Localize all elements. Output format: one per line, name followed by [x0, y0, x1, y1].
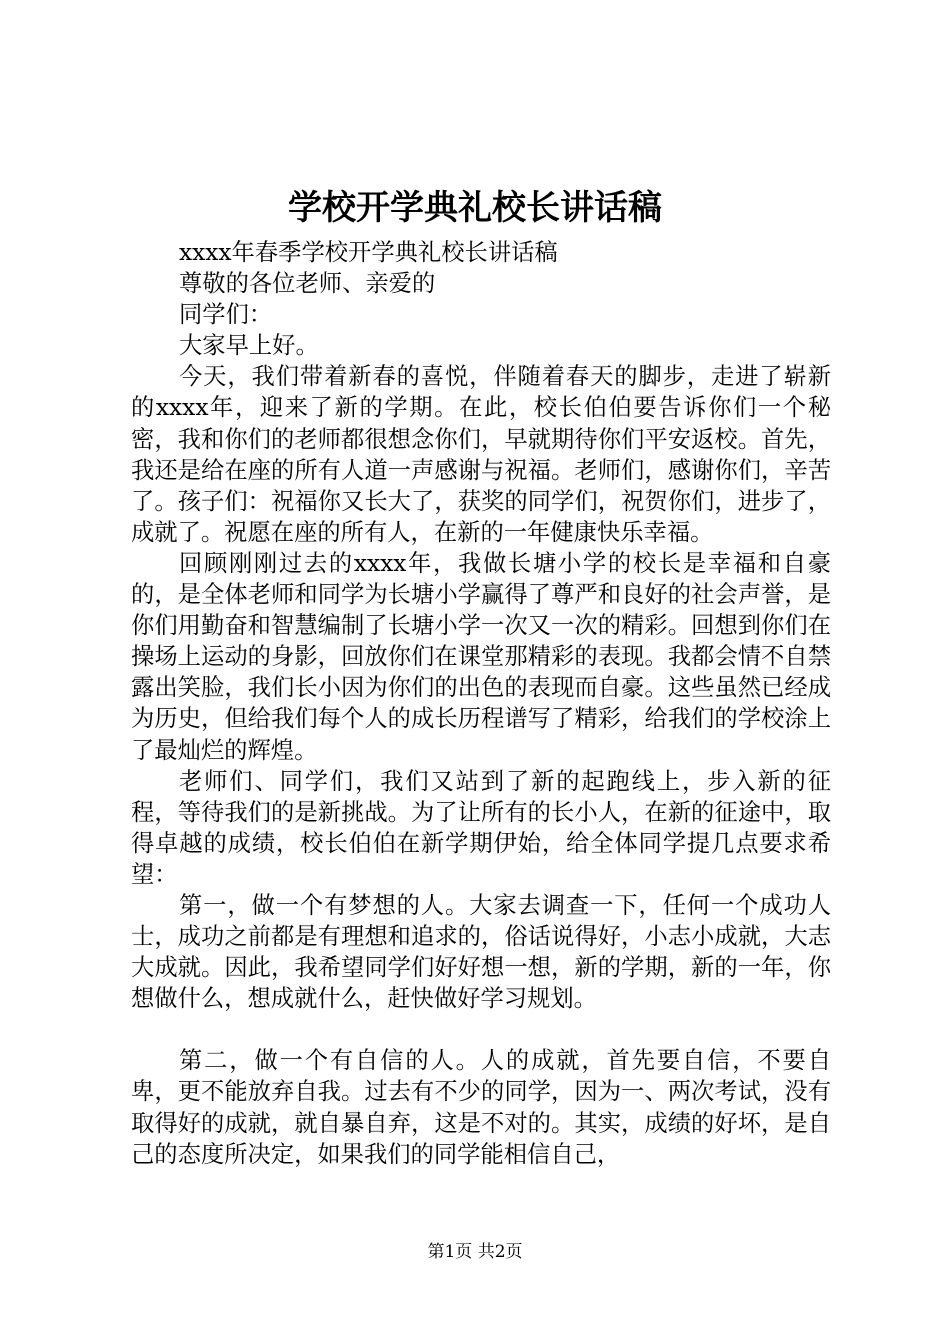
body-paragraph: 第一，做一个有梦想的人。大家去调查一下，任何一个成功人士，成功之前都是有理想和追求的，俗话说得好，小志小成就，大志大成就。因此，我希望同学们好好想一想，新的学期，新的一年，你想做什么，想成就什么，赶快做好学习规划。 [131, 891, 831, 1013]
subtitle-paragraph: xxxx年春季学校开学典礼校长讲话稿 [179, 239, 558, 266]
salutation-paragraph: 尊敬的各位老师、亲爱的 [179, 270, 436, 298]
paragraph-spacer [131, 1014, 831, 1045]
body-paragraph: 今天，我们带着新春的喜悦，伴随着春天的脚步，走进了崭新的xxxx年，迎来了新的学期。在此，校长伯伯要告诉你们一个秘密，我和你们的老师都很想念你们，早就期待你们平安返校。首先，我还是给在座的所有人道一声感谢与祝福。老师们，感谢你们，辛苦了。孩子们：祝福你又长大了，获奖的同学们，祝贺你们，进步了，成就了。祝愿在座的所有人，在新的一年健康快乐幸福。 [131, 363, 831, 546]
page-footer: 第1页 共2页 [427, 1242, 523, 1262]
document-body [131, 237, 831, 1170]
body-paragraph: 老师们、同学们，我们又站到了新的起跑线上，步入新的征程，等待我们的是新挑战。为了让所有的长小人，在新的征途中，取得卓越的成绩，校长伯伯在新学期伊始，给全体同学提几点要求希望： [131, 767, 831, 888]
body-paragraph: 第二，做一个有自信的人。人的成就，首先要自信，不要自卑，更不能放弃自我。过去有不少的同学，因为一、两次考试，没有取得好的成就，就自暴自弃，这是不对的。其实，成绩的好坏，是自己的态度所决定，如果我们的同学能相信自己， [131, 1047, 831, 1168]
greeting-paragraph: 大家早上好。 [179, 332, 319, 360]
body-paragraph: 回顾刚刚过去的xxxx年，我做长塘小学的校长是幸福和自豪的，是全体老师和同学为长塘小学赢得了尊严和良好的社会声誉，是你们用勤奋和智慧编制了长塘小学一次又一次的精彩。回想到你们在操场上运动的身影，回放你们在课堂那精彩的表现。我都会情不自禁露出笑脸，我们长小因为你们的出色的表现而自豪。这些虽然已经成为历史，但给我们每个人的成长历程谱写了精彩，给我们的学校涂上了最灿烂的辉煌。 [131, 549, 831, 764]
salutation-continuation: 同学们： [179, 301, 273, 329]
document-title: 学校开学典礼校长讲话稿 [288, 188, 662, 228]
